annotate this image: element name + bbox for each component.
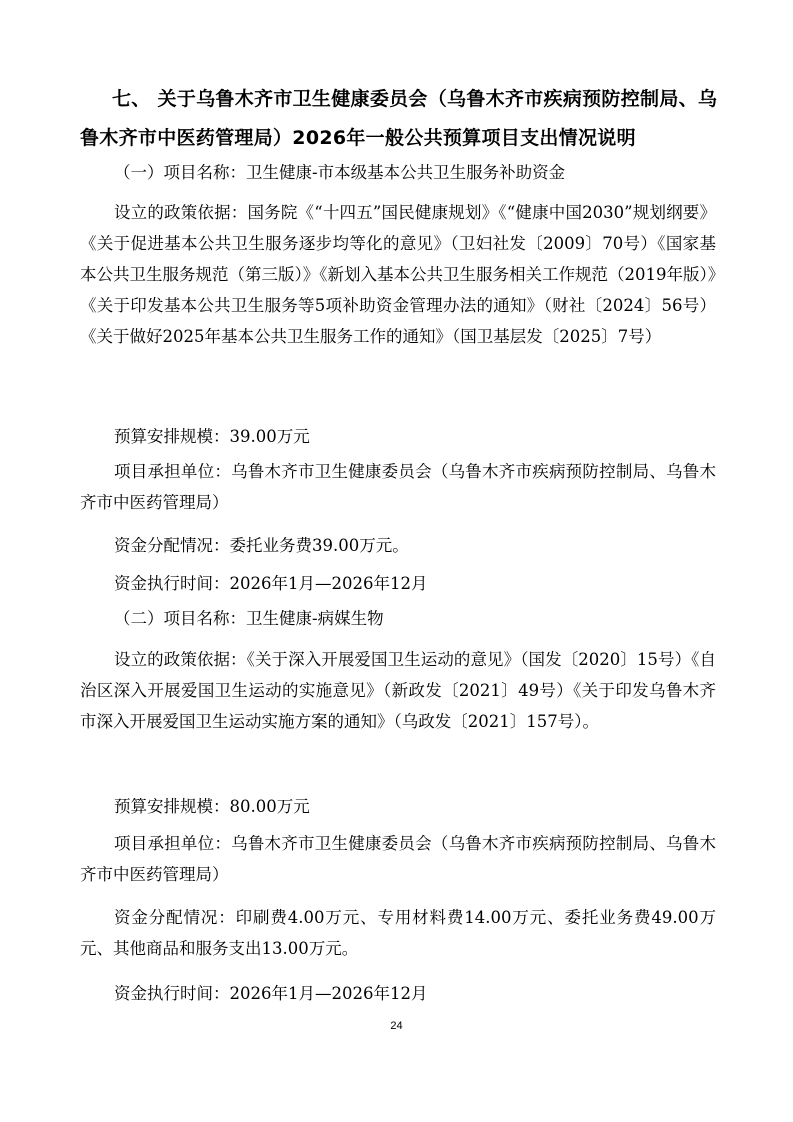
section-heading-line-2: 鲁木齐市中医药管理局）2026年一般公共预算项目支出情况说明 xyxy=(80,127,636,149)
project-1-execution-time: 资金执行时间：2026年1月—2026年12月 xyxy=(114,574,428,593)
project-2-title: （二）项目名称：卫生健康-病媒生物 xyxy=(114,609,384,628)
section-heading xyxy=(80,80,720,158)
project-1-budget: 预算安排规模：39.00万元 xyxy=(114,427,310,446)
project-1-unit: 项目承担单位：乌鲁木齐市卫生健康委员会（乌鲁木齐市疾病预防控制局、乌鲁木齐市中医药管理局） xyxy=(80,462,716,512)
project-2-allocation: 资金分配情况：印刷费4.00万元、专用材料费14.00万元、委托业务费49.00万元、其他商品和服务支出13.00万元。 xyxy=(80,908,716,958)
project-2-unit: 项目承担单位：乌鲁木齐市卫生健康委员会（乌鲁木齐市疾病预防控制局、乌鲁木齐市中医药管理局） xyxy=(80,834,716,884)
project-1-allocation: 资金分配情况：委托业务费39.00万元。 xyxy=(114,536,409,555)
project-1-title: （一）项目名称：卫生健康-市本级基本公共卫生服务补助资金 xyxy=(114,163,566,182)
project-2-budget: 预算安排规模：80.00万元 xyxy=(114,797,310,816)
section-heading-line-1: 七、 关于乌鲁木齐市卫生健康委员会（乌鲁木齐市疾病预防控制局、乌 xyxy=(112,88,718,110)
page-number: 24 xyxy=(390,1020,403,1032)
project-2-policy-basis: 设立的政策依据：《关于深入开展爱国卫生运动的意见》（国发〔2020〕15号）《自治区深入开展爱国卫生运动的实施意见》（新政发〔2021〕49号）《关于印发乌鲁木齐市深入开展爱国卫生运动实施方案的通知》（乌政发〔2021〕157号）。 xyxy=(80,650,716,731)
project-2-execution-time: 资金执行时间：2026年1月—2026年12月 xyxy=(114,984,428,1003)
project-1-policy-basis: 设立的政策依据：国务院《“十四五”国民健康规划》《“健康中国2030”规划纲要》《关于促进基本公共卫生服务逐步均等化的意见》（卫妇社发〔2009〕70号）《国家基本公共卫生服务规范（第三版）》《新划入基本公共卫生服务相关工作规范（2019年版）》《关于印发基本公共卫生服务等5项补助资金管理办法的通知》（财社〔2024〕56号）《关于做好2025年基本公共卫生服务工作的通知》（国卫基层发〔2025〕7号） xyxy=(80,203,716,346)
